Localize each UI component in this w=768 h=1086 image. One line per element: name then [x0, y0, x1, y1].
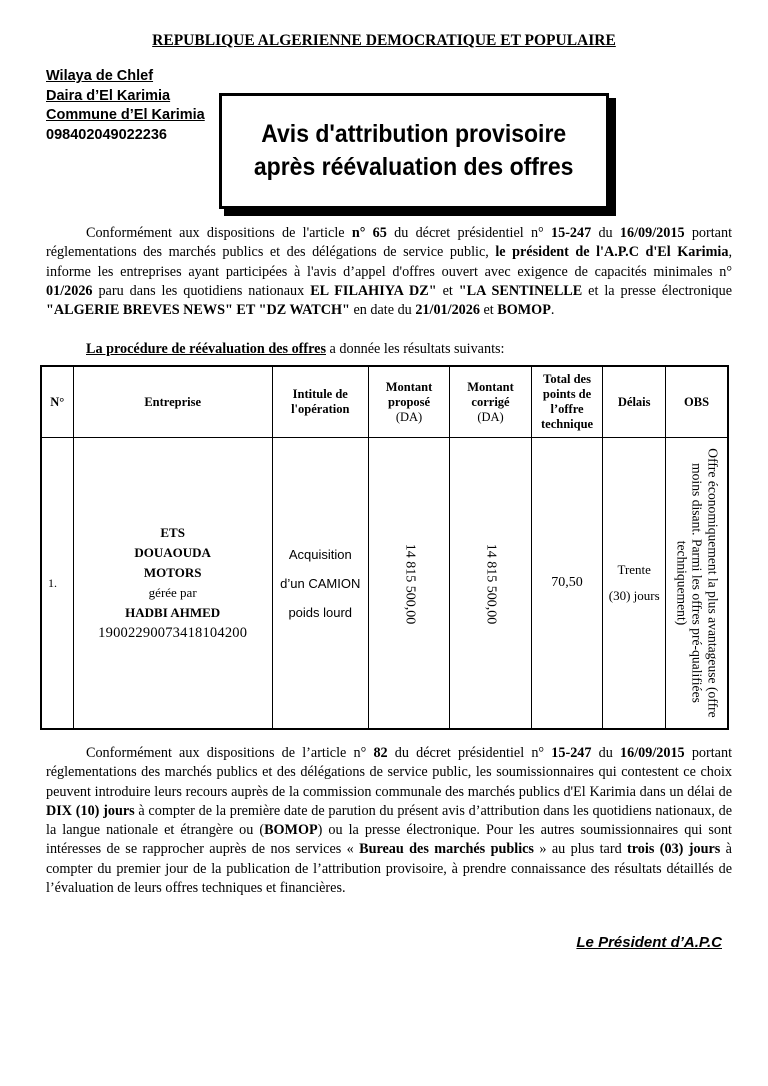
intro-paragraph — [46, 224, 732, 320]
entreprise-manager: HADBI AHMED — [125, 605, 221, 620]
signature: Le Président d’A.P.C — [576, 934, 722, 951]
intro-text: paru dans les quotidiens nationaux — [92, 282, 311, 299]
closing-text: Conformément aux dispositions de l’article n° — [86, 745, 374, 761]
intro-newspaper-2: "LA SENTINELLE — [458, 282, 583, 299]
intro-text: et la presse électronique — [582, 282, 732, 299]
title-box — [219, 93, 609, 209]
commune-code: 098402049022236 — [46, 126, 167, 143]
closing-bureau: Bureau des marchés publics — [359, 841, 534, 858]
intro-newspaper-1: EL FILAHIYA DZ" — [310, 282, 437, 299]
results-table — [40, 365, 729, 730]
row-montant-corrige — [450, 438, 532, 730]
row-obs — [666, 438, 728, 730]
intro-decree: 15-247 — [551, 225, 592, 241]
row-num: 1. — [41, 438, 73, 730]
intro-president: le président de l'A.P.C d'El Karimia — [495, 244, 729, 261]
table-header-row — [41, 366, 728, 438]
delais-line-2: (30) jours — [608, 588, 660, 603]
closing-text: ) ou la presse électronique. Pour les autres soumissionnaires qui sont intéresses de se rapprocher auprès de nos services « — [46, 822, 732, 858]
intro-text: portant réglementations des marchés publics et des délégations de service public, — [46, 225, 733, 261]
intro-electronic-press: "ALGERIE BREVES NEWS" ET "DZ WATCH" — [46, 302, 350, 319]
closing-decree: 15-247 — [551, 745, 592, 761]
table-row — [41, 438, 728, 730]
header-montant-propose-text: Montant proposé — [385, 379, 433, 409]
title-line-2: après réévaluation des offres — [254, 153, 574, 181]
administration-block — [46, 67, 205, 145]
intro-text: du décret présidentiel n° — [386, 225, 551, 241]
closing-text: du décret présidentiel n° — [387, 745, 552, 761]
entreprise-geree-par: gérée par — [148, 585, 197, 600]
intro-text: et — [479, 302, 498, 319]
header-obs: OBS — [666, 366, 728, 438]
header-delais: Délais — [603, 366, 666, 438]
row-total-points: 70,50 — [531, 438, 603, 730]
header-montant-propose — [368, 366, 450, 438]
intro-publication-date: 21/01/2026 — [415, 302, 480, 319]
obs-wrapper — [666, 438, 727, 728]
closing-text: à compter de la première date de parution du présent avis d’attribution dans les quotidiens nationaux, de la langue nationale et étrangère ou ( — [46, 802, 732, 839]
obs-text: Offre économiquement la plus avantageuse (offre moins disant. Parmi les offres pré-qualifiées techniquement) — [673, 448, 720, 718]
closing-text: à compter du premier jour de la publication de l’attribution provisoire, à prendre connaissance des résultats détaillés de l’évaluation de leurs offres techniques et financières. — [46, 841, 732, 897]
procedure-text: a donnée les résultats suivants: — [325, 341, 505, 357]
country-header — [0, 32, 768, 50]
montant-propose-value: 14 815 500,00 — [402, 543, 418, 624]
montant-corrige-value: 14 815 500,00 — [483, 543, 499, 624]
entreprise-manager-id: 19002290073418104200 — [98, 625, 248, 641]
intro-text: du — [591, 225, 620, 241]
procedure-line — [86, 341, 504, 358]
header-montant-corrige-text: Montant corrigé — [467, 379, 514, 409]
header-intitule-text: Intitule de l'opération — [291, 387, 350, 416]
row-montant-propose — [368, 438, 450, 730]
intro-text: et — [436, 282, 459, 299]
closing-three-days: trois (03) jours — [627, 841, 721, 858]
country-name: REPUBLIQUE ALGERIENNE DEMOCRATIQUE ET POPULAIRE — [152, 32, 616, 49]
closing-text: du — [591, 745, 621, 761]
operation-line-1: Acquisition — [288, 546, 352, 562]
header-montant-corrige-unit: (DA) — [477, 409, 504, 424]
closing-bomop: BOMOP — [264, 822, 318, 839]
closing-delay: DIX (10) jours — [46, 802, 135, 819]
commune-label: Commune d’El Karimia — [46, 107, 205, 123]
row-delais — [603, 438, 666, 730]
intro-text: Conformément aux dispositions de l'article — [86, 225, 352, 241]
daira-label: Daira d’El Karimia — [46, 87, 171, 104]
wilaya-label: Wilaya de Chlef — [46, 68, 154, 84]
closing-paragraph — [46, 744, 732, 898]
operation-line-2: d’un CAMION — [280, 575, 361, 591]
closing-article: 82 — [373, 745, 388, 761]
row-operation — [272, 438, 368, 730]
header-montant-corrige — [450, 366, 532, 438]
intro-text: en date du — [349, 302, 416, 319]
header-entreprise: Entreprise — [73, 366, 272, 438]
closing-text: portant réglementations des marchés publics et des délégations de service public, les soumissionnaires qui contestent ce choix peuvent introduire leurs recours auprès de la commission communale des marchés publics d'El Karimia dans un délai de — [46, 745, 733, 800]
operation-line-3: poids lourd — [288, 604, 353, 620]
intro-article: n° 65 — [351, 225, 387, 241]
header-montant-propose-unit: (DA) — [395, 409, 423, 424]
intro-reference: 01/2026 — [46, 282, 93, 299]
title-line-1: Avis d'attribution provisoire — [261, 120, 567, 148]
intro-text: , informe les entreprises ayant participées à l'avis d’appel d'offres ouvert avec exigence de capacités minimales n° — [46, 244, 732, 280]
header-intitule — [272, 366, 368, 438]
header-total-points — [531, 366, 603, 438]
delais-line-1: Trente — [617, 562, 651, 577]
procedure-label: La procédure de réévaluation des offres — [86, 341, 326, 357]
header-total-points-text: Total des points de l’offre technique — [541, 372, 594, 431]
entreprise-name: ETS DOUAOUDA MOTORS — [134, 525, 211, 580]
closing-text: » au plus tard — [533, 841, 628, 858]
intro-text: . — [550, 302, 555, 319]
row-entreprise — [73, 438, 272, 730]
header-num: N° — [41, 366, 73, 438]
closing-date: 16/09/2015 — [620, 745, 685, 761]
intro-bomop: BOMOP — [497, 302, 551, 319]
intro-date: 16/09/2015 — [619, 225, 685, 241]
